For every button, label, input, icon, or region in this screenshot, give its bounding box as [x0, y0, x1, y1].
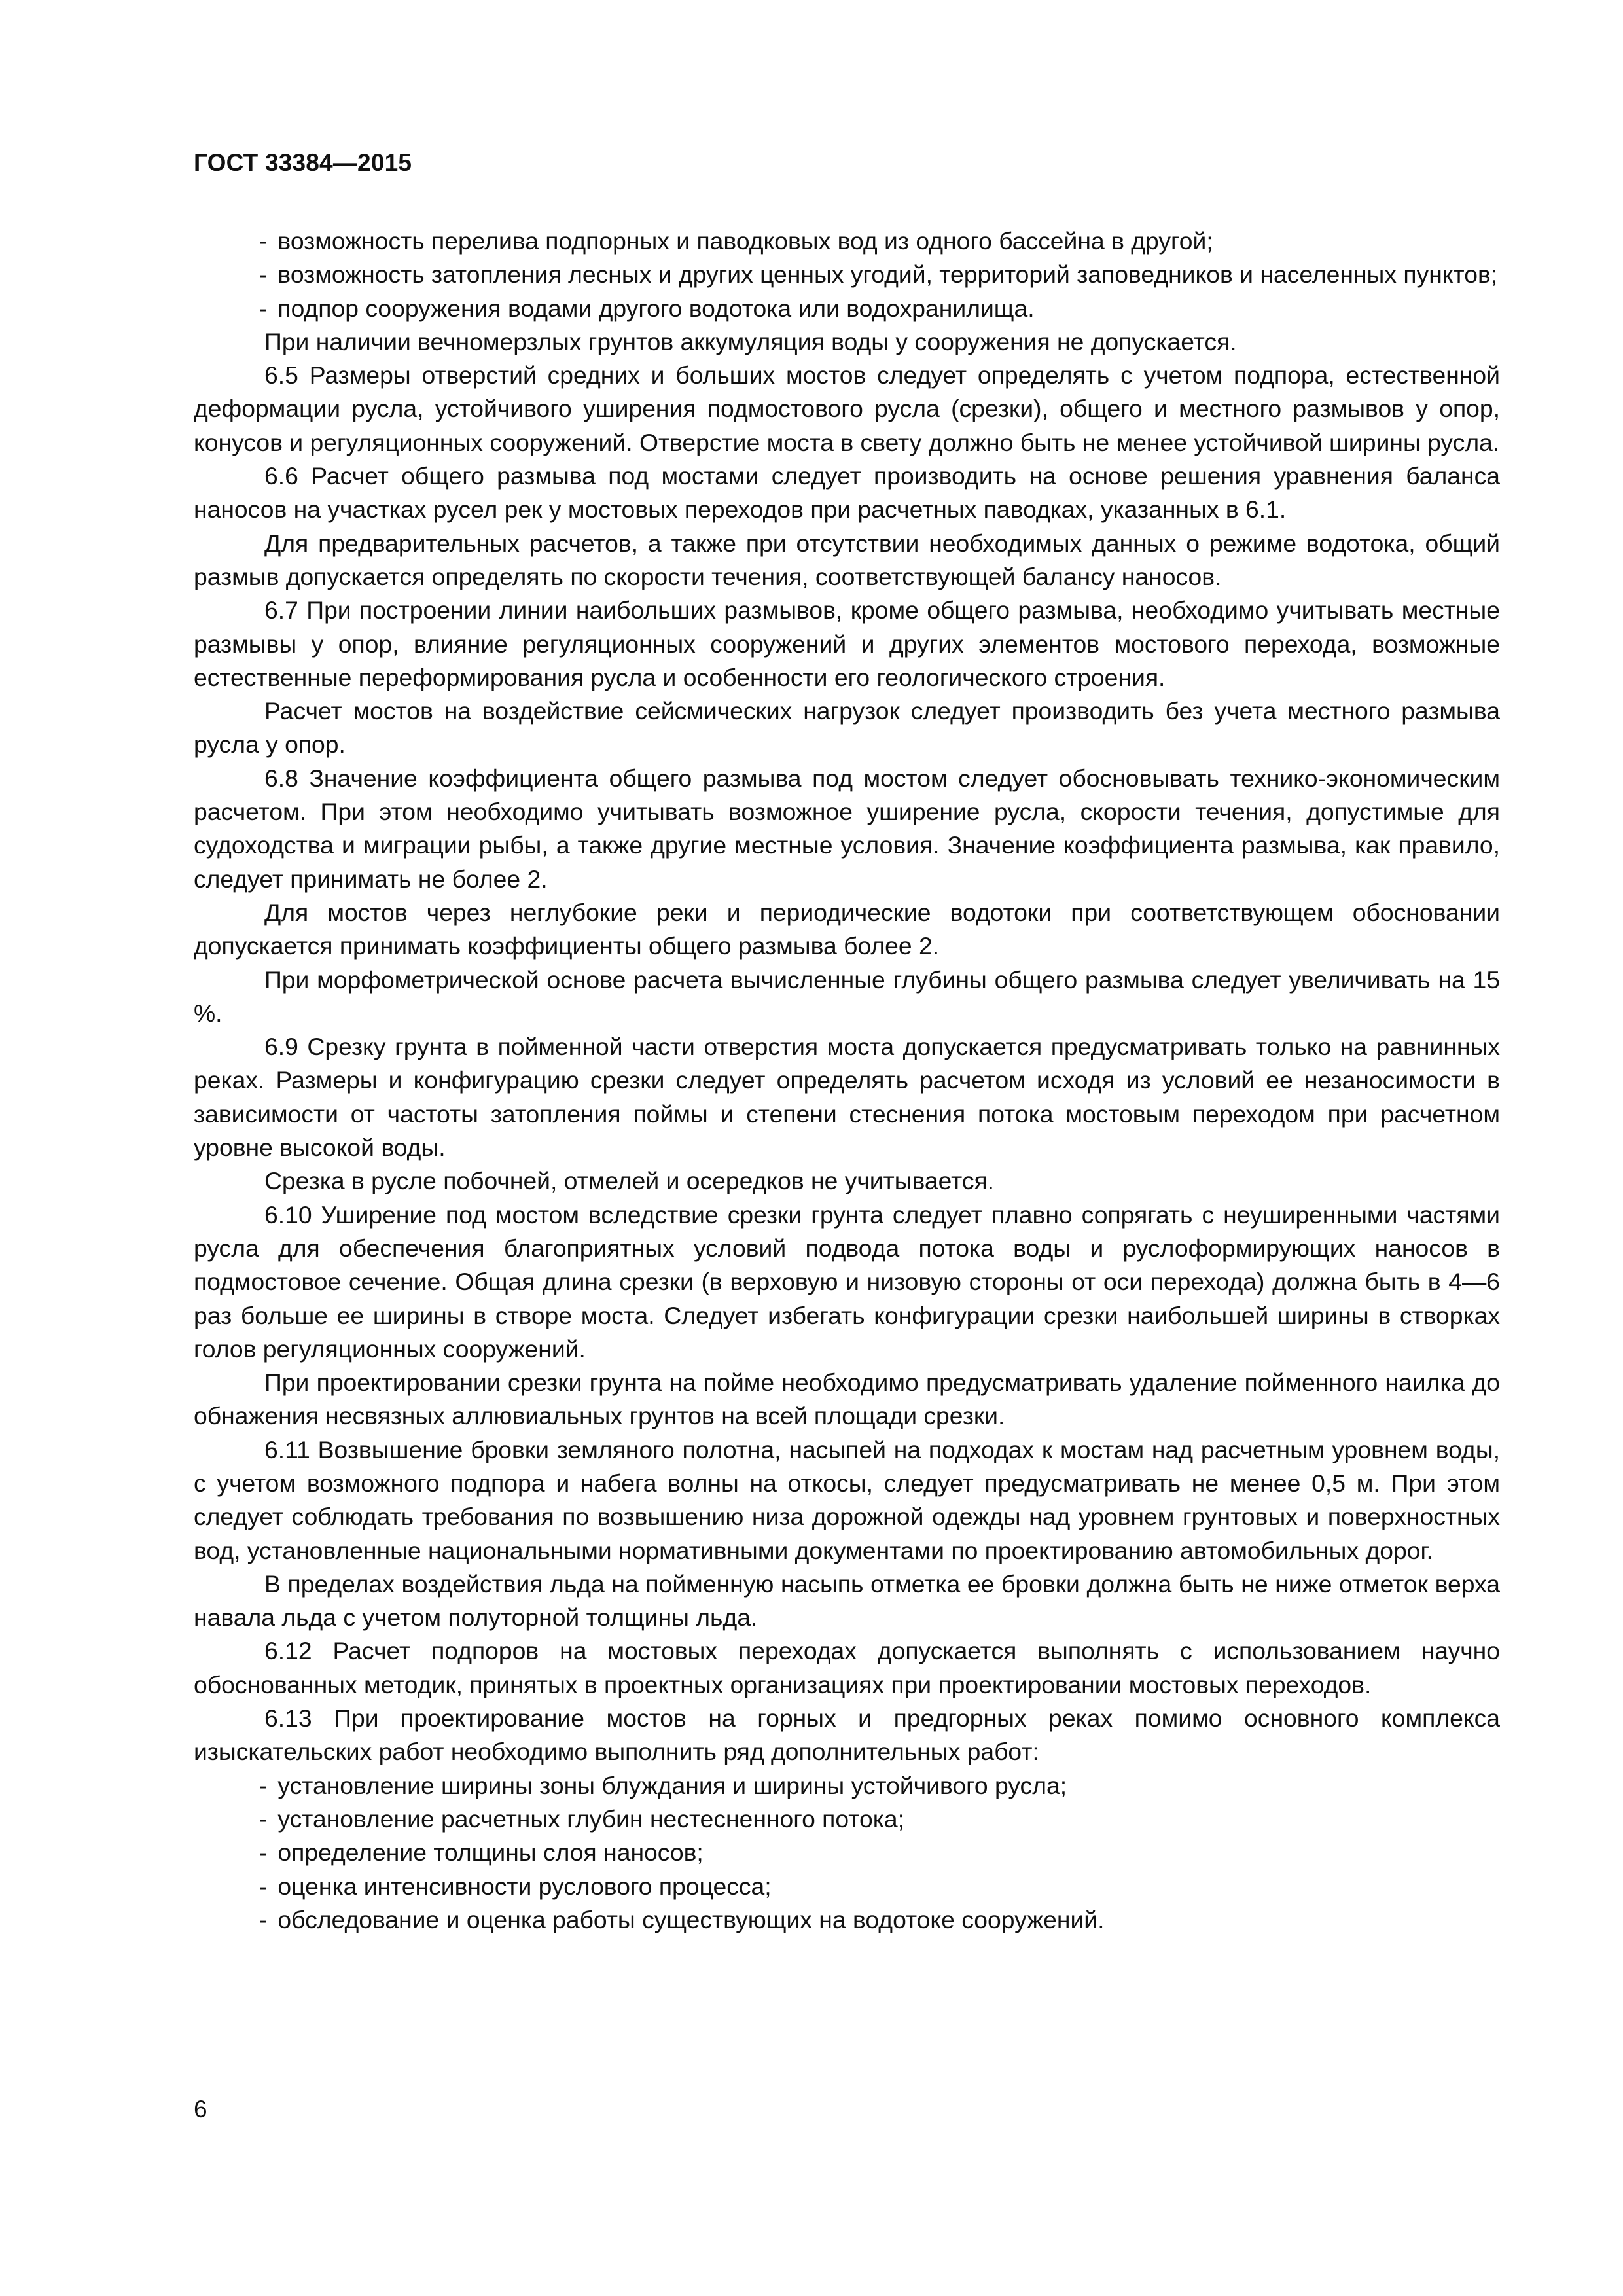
list-item: [194, 258, 1500, 291]
clause-6-8: 6.8 Значение коэффициента общего размыва под мостом следует обосновывать технико-экономическим расчетом. При этом необходимо учитывать возможное уширение русла, скорости течения, допустимые для судоходства и миграции рыбы, а также другие местные условия. Значение коэффициента размыва, как правило, следует принимать не более 2.: [194, 764, 1500, 893]
list-dash: -: [259, 1771, 268, 1799]
list-dash: -: [259, 1839, 268, 1867]
document-header: ГОСТ 33384—2015: [194, 149, 412, 176]
list-item: [194, 1769, 1500, 1803]
clause-6-11: 6.11 Возвышение бровки земляного полотна, насыпей на подходах к мостам над расчетным уровнем воды, с учетом возможного подпора и набега волны на откосы, следует предусматривать не менее 0,5 м. При этом следует соблюдать требования по возвышению низа дорожной одежды над уровнем грунтовых и поверхностных вод, установленные национальными нормативными документами по проектированию автомобильных дорог.: [194, 1435, 1500, 1564]
clause-6-6: 6.6 Расчет общего размыва под мостами следует производить на основе решения уравнения баланса наносов на участках русел рек у мостовых переходов при расчетных паводках, указанных в 6.1.: [194, 462, 1500, 524]
page-number: 6: [194, 2096, 207, 2123]
list-item-text: возможность перелива подпорных и паводковых вод из одного бассейна в другой;: [277, 227, 1213, 255]
document-body: [194, 224, 1500, 1937]
clause-6-12: 6.12 Расчет подпоров на мостовых переходах допускается выполнять с использованием научно обоснованных методик, принятых в проектных организациях при проектировании мостовых переходов.: [194, 1637, 1500, 1698]
list-item-text: определение толщины слоя наносов;: [277, 1839, 704, 1867]
list-item-text: обследование и оценка работы существующих на водотоке сооружений.: [277, 1905, 1105, 1933]
clause-6-10: 6.10 Уширение под мостом вследствие срезки грунта следует плавно сопрягать с неуширенными частями русла для обеспечения благоприятных условий подвода потока воды и руслоформирующих наносов в подмостовое сечение. Общая длина срезки (в верховую и низовую стороны от оси перехода) должна быть в 4—6 раз больше ее ширины в створе моста. Следует избегать конфигурации срезки наибольшей ширины в створках голов регуляционных сооружений.: [194, 1200, 1500, 1363]
clause-6-7-seismic: Расчет мостов на воздействие сейсмических нагрузок следует производить без учета местного размыва русла у опор.: [194, 697, 1500, 759]
clause-6-13: 6.13 При проектирование мостов на горных и предгорных реках помимо основного комплекса изыскательских работ необходимо выполнить ряд дополнительных работ:: [194, 1704, 1500, 1766]
list-item: [194, 1836, 1500, 1869]
clause-6-9-note: Срезка в русле побочней, отмелей и осередков не учитывается.: [264, 1167, 995, 1195]
list-item-text: возможность затопления лесных и других ценных угодий, территорий заповедников и населенных пунктов;: [277, 260, 1498, 289]
list-dash: -: [259, 1905, 268, 1933]
list-dash: -: [259, 1804, 268, 1833]
list-item: [194, 292, 1500, 325]
list-item: [194, 1803, 1500, 1836]
list-item-text: установление расчетных глубин нестесненного потока;: [277, 1804, 904, 1833]
list-item-text: оценка интенсивности руслового процесса;: [277, 1872, 772, 1900]
paragraph-permafrost: При наличии вечномерзлых грунтов аккумуляция воды у сооружения не допускается.: [264, 327, 1237, 355]
list-dash: -: [259, 260, 268, 289]
clause-6-6-preliminary: Для предварительных расчетов, а также при отсутствии необходимых данных о режиме водотока, общий размыв допускается определять по скорости течения, соответствующей балансу наносов.: [194, 529, 1500, 590]
list-dash: -: [259, 294, 268, 322]
clause-6-8-morphometric: При морфометрической основе расчета вычисленные глубины общего размыва следует увеличивать на 15 %.: [194, 965, 1500, 1027]
clause-6-9: 6.9 Срезку грунта в пойменной части отверстия моста допускается предусматривать только на равнинных реках. Размеры и конфигурацию срезки следует определять расчетом исходя из условий ее незаносимости в зависимости от частоты затопления поймы и степени стеснения потока мостовым переходом при расчетном уровне высокой воды.: [194, 1033, 1500, 1162]
clause-6-5: 6.5 Размеры отверстий средних и больших мостов следует определять с учетом подпора, естественной деформации русла, устойчивого уширения подмостового русла (срезки), общего и местного размывов у опор, конусов и регуляционных сооружений. Отверстие моста в свету должно быть не менее устойчивой ширины русла.: [194, 361, 1500, 456]
list-item-text: установление ширины зоны блуждания и ширины устойчивого русла;: [277, 1771, 1067, 1799]
clause-6-7: 6.7 При построении линии наибольших размывов, кроме общего размыва, необходимо учитывать местные размывы у опор, влияние регуляционных сооружений и других элементов мостового перехода, возможные естественные переформирования русла и особенности его геологического строения.: [194, 596, 1500, 691]
clause-6-10-floodplain: При проектировании срезки грунта на пойме необходимо предусматривать удаление пойменного наилка до обнажения несвязных аллювиальных грунтов на всей площади срезки.: [194, 1369, 1500, 1430]
list-dash: -: [259, 1872, 268, 1900]
list-item: [194, 224, 1500, 258]
list-dash: -: [259, 227, 268, 255]
clause-6-8-shallow-rivers: Для мостов через неглубокие реки и периодические водотоки при соответствующем обосновании допускается принимать коэффициенты общего размыва более 2.: [194, 898, 1500, 960]
clause-6-11-ice: В пределах воздействия льда на пойменную насыпь отметка ее бровки должна быть не ниже отметок верха навала льда с учетом полуторной толщины льда.: [194, 1570, 1500, 1632]
list-item-text: подпор сооружения водами другого водотока или водохранилища.: [277, 294, 1035, 322]
list-item: [194, 1870, 1500, 1903]
list-item: [194, 1903, 1500, 1937]
